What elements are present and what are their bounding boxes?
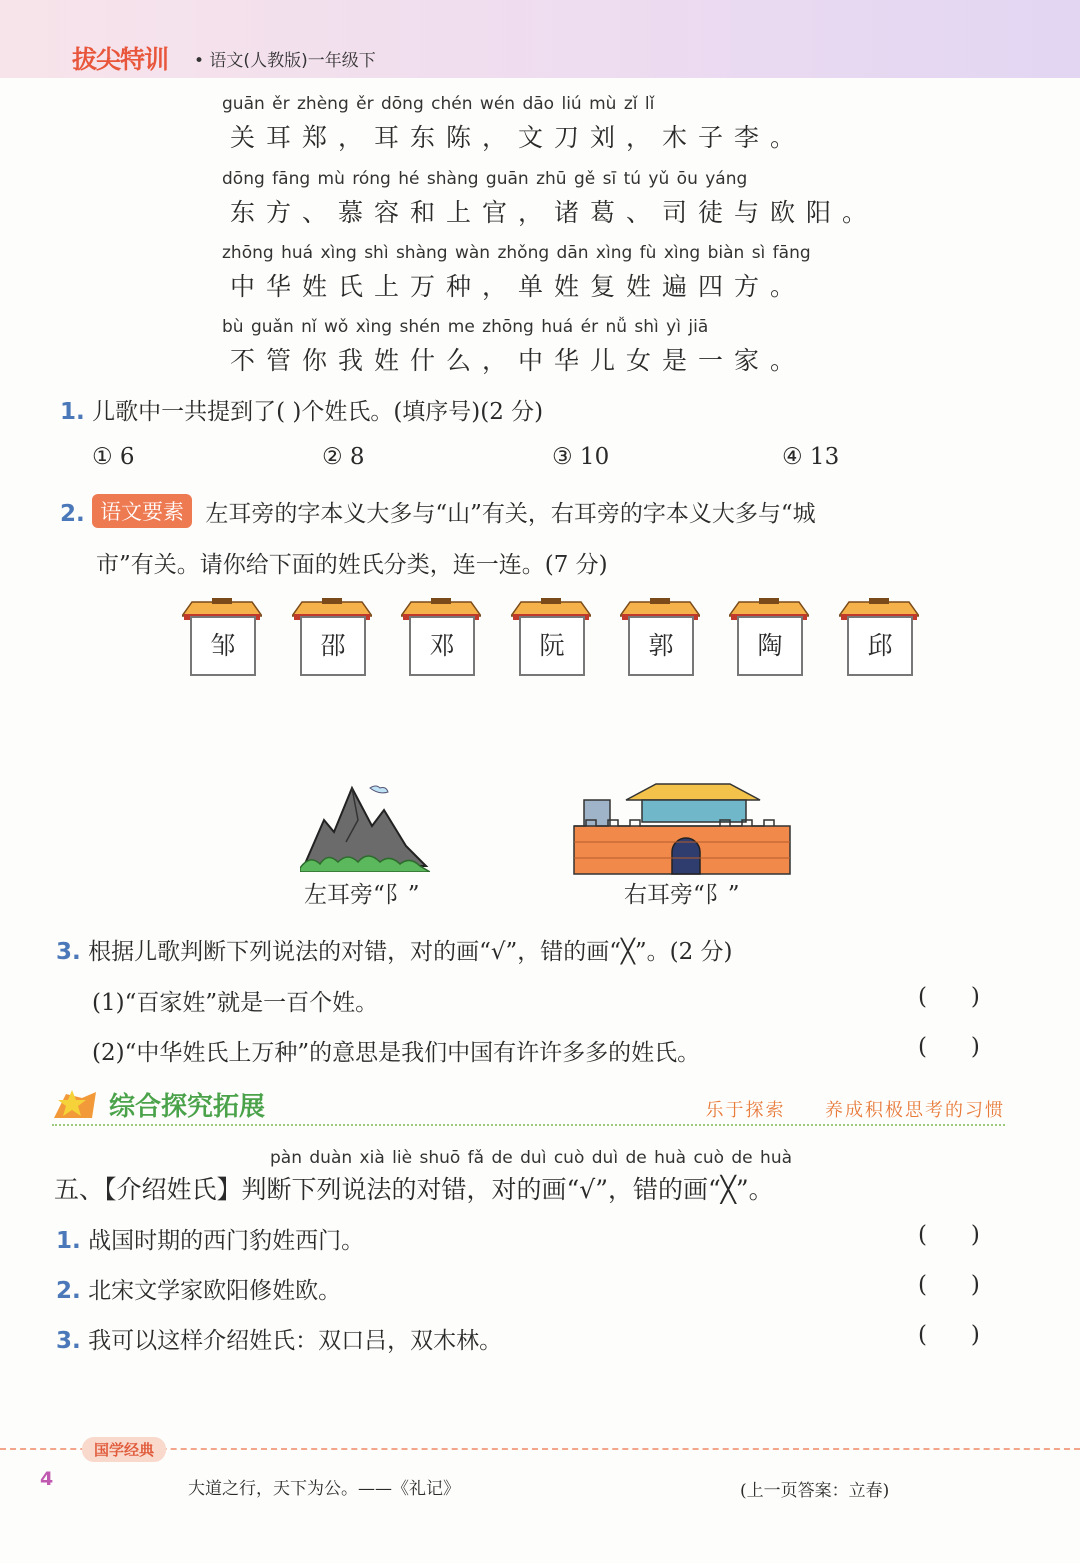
char-card-qiu[interactable] [839,598,919,678]
question-number: 1. [60,399,85,425]
char-card-shao[interactable] [292,598,372,678]
char-label: 邹 [190,616,256,676]
part5-item-1 [56,1222,364,1255]
left-ear-label: 左耳旁“阝” [304,882,420,908]
question-text: 儿歌中一共提到了( )个姓氏。(填序号)(2 分) [92,399,544,425]
answer-blank[interactable]: ( ) [918,1222,980,1248]
answer-blank[interactable]: ( ) [918,984,980,1010]
book-star-icon [52,1088,98,1122]
char-card-deng[interactable] [401,598,481,678]
question-2 [60,494,816,528]
question-text: 左耳旁的字本义大多与“山”有关，右耳旁的字本义大多与“城 [205,501,816,527]
section-motto-1: 乐于探索 [705,1100,786,1121]
question-3 [56,933,733,966]
part5-item-2 [56,1272,341,1305]
section-motto [706,1096,1005,1122]
poem-line-3 [222,243,862,303]
question-text: 我可以这样介绍姓氏：双口吕，双木林。 [88,1328,503,1354]
question-number: 2. [60,501,85,527]
question-text: 根据儿歌判断下列说法的对错，对的画“√”，错的画“╳”。(2 分) [88,939,733,965]
option-2[interactable]: ② 8 [322,444,365,470]
poem-pinyin: guān ěr zhèng ěr dōng chén wén dāo liú mù zǐ lǐ [222,94,655,114]
section-header [52,1086,1005,1126]
char-card-ruan[interactable] [511,598,591,678]
part5-item-3 [56,1322,502,1355]
guoxue-tag: 国学经典 [82,1437,166,1462]
char-card-tao[interactable] [729,598,809,678]
question-2-line2: 市”有关。请你给下面的姓氏分类，连一连。(7 分) [96,552,608,578]
poem-pinyin: dōng fāng mù róng hé shàng guān zhū gě sī tú yǔ ōu yáng [222,169,748,189]
brand-logo: 拔尖特训 [72,45,169,74]
option-1[interactable]: ① 6 [92,444,135,470]
question-number: 1. [56,1228,81,1254]
question-number: 3. [56,1328,81,1354]
poem-line-2 [222,169,879,229]
header-bar [0,0,1080,78]
question-text: 战国时期的西门豹姓西门。 [88,1228,365,1254]
char-label: 邓 [409,616,475,676]
char-label: 阮 [519,616,585,676]
question-text: 北宋文学家欧阳修姓欧。 [88,1278,342,1304]
char-label: 郭 [628,616,694,676]
section-title: 综合探究拓展 [109,1092,266,1122]
question-number: 3. [56,939,81,965]
char-card-guo[interactable] [620,598,700,678]
city-wall-icon[interactable] [572,780,792,876]
poem-hanzi: 不管你我姓什么，中华儿女是一家。 [230,346,807,375]
poem-hanzi: 关耳郑，耳东陈，文刀刘，木子李。 [230,123,807,152]
answer-blank[interactable]: ( ) [918,1272,980,1298]
poem-pinyin: zhōng huá xìng shì shàng wàn zhǒng dān xìng fù xìng biàn sì fāng [222,243,811,263]
option-3[interactable]: ③ 10 [552,444,610,470]
question-1 [60,393,543,426]
poem-line-4 [222,317,862,377]
char-label: 陶 [737,616,803,676]
classic-quote: 大道之行，天下为公。——《礼记》 [188,1479,460,1499]
poem-pinyin: bù guǎn nǐ wǒ xìng shén me zhōng huá ér nǚ shì yì jiā [222,317,709,337]
yuwen-yaosu-tag: 语文要素 [92,494,192,528]
mountain-icon[interactable] [300,780,430,872]
option-4[interactable]: ④ 13 [782,444,840,470]
part5-pinyin: pàn duàn xià liè shuō fǎ de duì cuò duì de huà cuò de huà [270,1148,793,1168]
right-ear-label: 右耳旁“阝” [624,882,740,908]
part5-heading: 五、【介绍姓氏】判断下列说法的对错，对的画“√”，错的画“╳”。 [54,1175,774,1204]
poem-line-1 [222,94,862,154]
char-card-zou[interactable] [182,598,262,678]
q3-item-1: (1)“百家姓”就是一百个姓。 [92,990,379,1016]
section-motto-2: 养成积极思考的习惯 [825,1100,1005,1121]
question-number: 2. [56,1278,81,1304]
poem-hanzi: 东方、慕容和上官，诸葛、司徒与欧阳。 [230,198,879,227]
poem-hanzi: 中华姓氏上万种，单姓复姓遍四方。 [230,272,807,301]
char-label: 邵 [300,616,366,676]
previous-answer: (上一页答案：立春) [740,1481,890,1501]
page-number: 4 [40,1468,54,1490]
answer-blank[interactable]: ( ) [918,1322,980,1348]
q3-item-2: (2)“中华姓氏上万种”的意思是我们中国有许许多多的姓氏。 [92,1040,701,1066]
char-label: 邱 [847,616,913,676]
answer-blank[interactable]: ( ) [918,1034,980,1060]
book-subtitle: • 语文(人教版)一年级下 [194,51,376,71]
